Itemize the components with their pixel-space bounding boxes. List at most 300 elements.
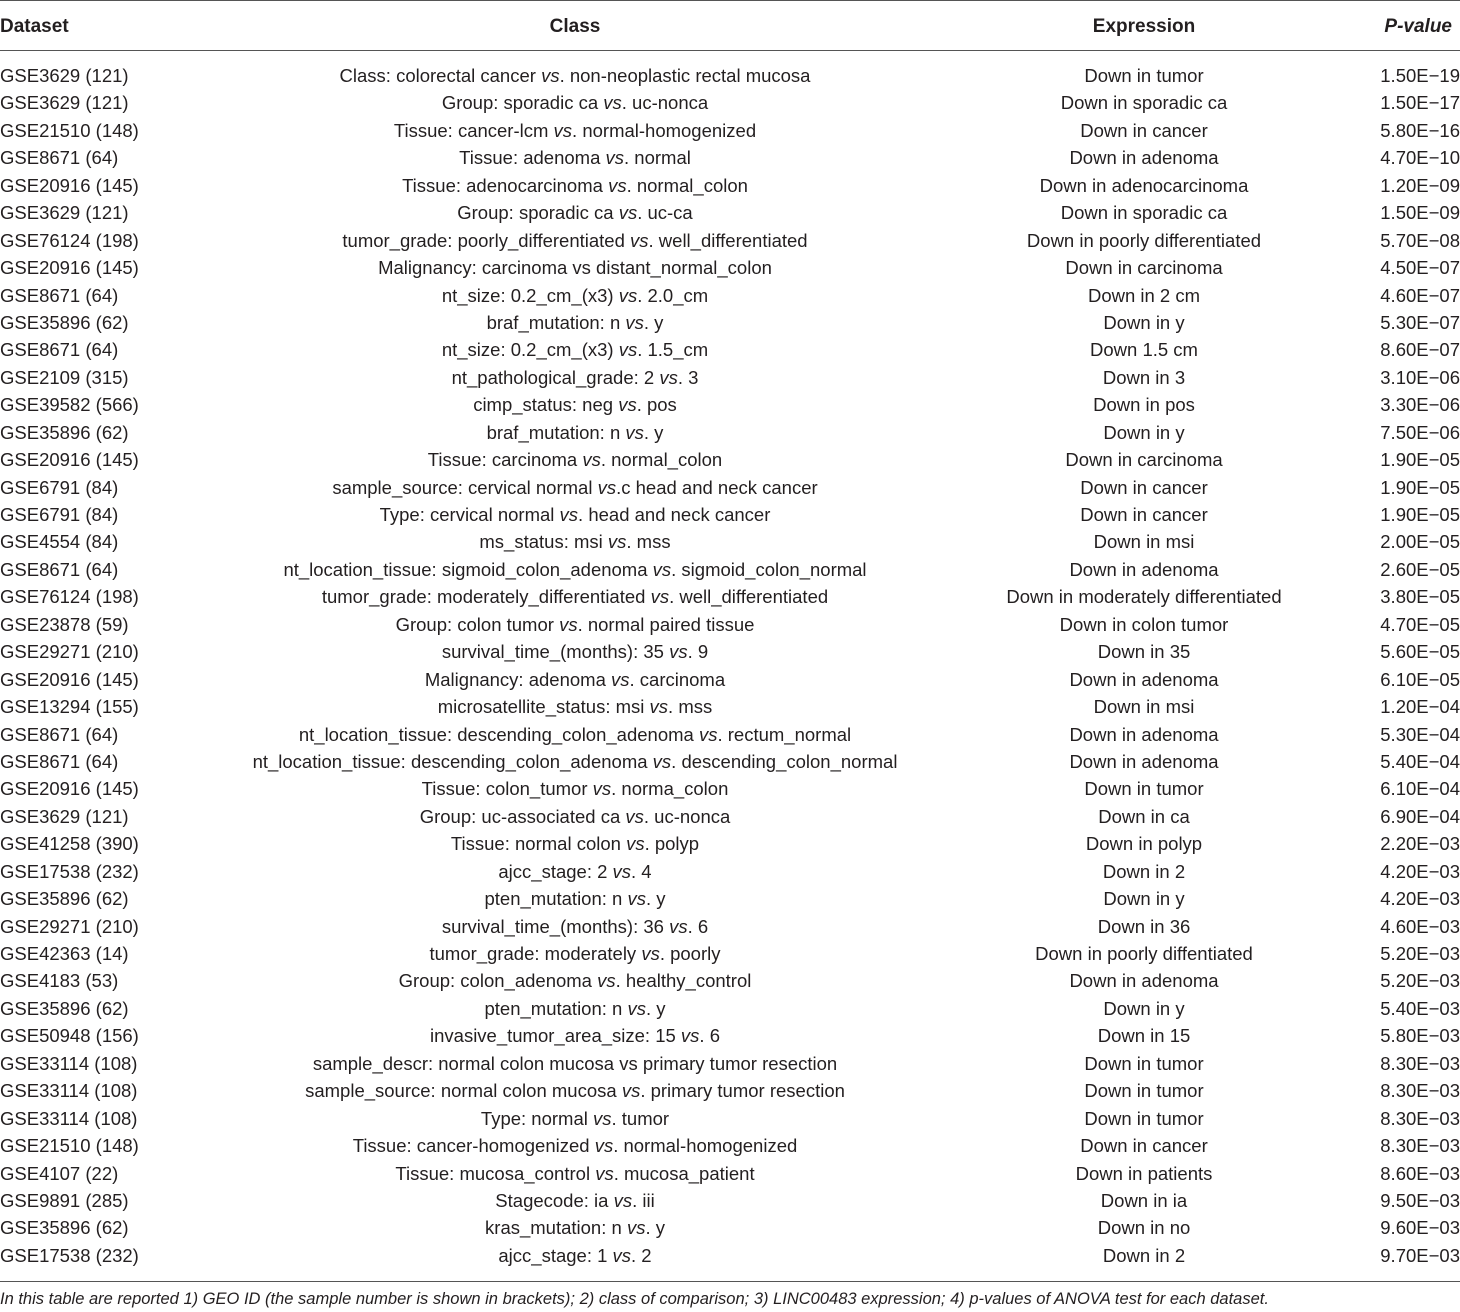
class-text: nt_location_tissue: descending_colon_adenoma <box>298 723 699 745</box>
pvalue-cell: 1.50E−17 <box>1380 92 1460 114</box>
class-text: . tumor <box>611 1107 670 1129</box>
class-text: . non-neoplastic rectal mucosa <box>559 65 811 86</box>
class-text: . mss <box>626 531 671 553</box>
expression-cell: Down in 36 <box>1097 915 1191 937</box>
class-vs-text: vs <box>669 641 688 663</box>
class-cell <box>210 62 940 89</box>
class-text: . healthy_control <box>615 970 752 992</box>
pvalue-cell: 4.20E−03 <box>1380 860 1460 882</box>
class-vs-text: vs <box>625 311 644 333</box>
class-vs-text: vs <box>605 147 625 169</box>
expression-cell: Down in polyp <box>1085 833 1203 855</box>
dataset-cell: GSE9891 (285) <box>0 1189 129 1211</box>
table-row <box>0 803 1460 830</box>
dataset-cell: GSE8671 (64) <box>0 750 119 772</box>
dataset-cell: GSE50948 (156) <box>0 1025 139 1047</box>
table-row <box>0 775 1460 802</box>
dataset-cell: GSE20916 (145) <box>0 449 139 471</box>
pvalue-cell: 4.50E−07 <box>1380 257 1460 279</box>
dataset-cell: GSE13294 (155) <box>0 696 139 718</box>
expression-cell: Down in cancer <box>1080 119 1208 141</box>
class-vs-text: vs <box>626 833 645 855</box>
table-row <box>0 501 1460 528</box>
dataset-cell: GSE33114 (108) <box>0 1052 138 1074</box>
expression-cell: Down in adenoma <box>1069 147 1219 169</box>
class-vs-text: vs <box>613 1189 633 1211</box>
expression-cell: Down in adenoma <box>1069 668 1219 690</box>
class-text: . sigmoid_colon_normal <box>671 558 867 580</box>
pvalue-cell: 2.20E−03 <box>1380 833 1460 855</box>
table-row <box>0 858 1460 885</box>
class-cell <box>210 1160 940 1187</box>
dataset-cell: GSE17538 (232) <box>0 1244 139 1266</box>
dataset-cell: GSE3629 (121) <box>0 92 129 114</box>
class-text: Tissue: adenoma <box>459 147 606 169</box>
class-vs-text: vs <box>541 65 560 86</box>
class-cell <box>210 419 940 446</box>
class-cell <box>210 830 940 857</box>
expression-cell: Down in msi <box>1093 696 1195 718</box>
class-text: cimp_status: neg <box>473 394 619 416</box>
class-cell <box>210 775 940 802</box>
pvalue-cell: 5.20E−03 <box>1380 943 1460 964</box>
table-row <box>0 721 1460 748</box>
table-row <box>0 336 1460 363</box>
expression-cell: Down in ca <box>1098 805 1190 827</box>
expression-cell: Down in 15 <box>1097 1025 1191 1047</box>
pvalue-cell: 1.90E−05 <box>1380 476 1460 498</box>
class-cell <box>210 1022 940 1049</box>
pvalue-cell: 6.10E−04 <box>1380 778 1460 800</box>
table-row <box>0 1132 1460 1159</box>
header-class: Class <box>549 16 601 37</box>
class-text: invasive_tumor_area_size: 15 <box>430 1025 681 1047</box>
class-cell <box>210 1132 940 1159</box>
expression-cell: Down in patients <box>1075 1162 1213 1184</box>
table-row <box>0 227 1460 254</box>
class-vs-text: vs <box>625 805 644 827</box>
table-row <box>0 885 1460 912</box>
expression-cell: Down in carcinoma <box>1065 449 1223 471</box>
class-text: Stagecode: ia <box>495 1189 614 1211</box>
class-text: . mucosa_patient <box>613 1162 755 1184</box>
class-text: . rectum_normal <box>717 723 852 745</box>
expression-cell: Down in 2 <box>1102 860 1186 882</box>
class-cell <box>210 885 940 912</box>
class-text: . uc-nonca <box>643 805 731 827</box>
class-cell <box>210 282 940 309</box>
expression-cell: Down in 3 <box>1102 366 1186 388</box>
class-text: Group: colon_adenoma <box>398 970 598 992</box>
pvalue-cell: 1.20E−04 <box>1380 696 1460 718</box>
class-text: ms_status: msi <box>479 531 608 553</box>
class-text: Type: cervical normal <box>379 504 560 525</box>
table-row <box>0 556 1460 583</box>
pvalue-cell: 5.20E−03 <box>1380 970 1460 992</box>
table-row <box>0 995 1460 1022</box>
expression-cell: Down in y <box>1103 421 1185 443</box>
table-row <box>0 1077 1460 1104</box>
class-cell <box>210 556 940 583</box>
expression-cell: Down in adenoma <box>1069 558 1219 580</box>
table-row <box>0 1187 1460 1214</box>
pvalue-cell: 6.10E−05 <box>1380 668 1460 690</box>
class-vs-text: vs <box>649 696 669 718</box>
class-text: Group: uc-associated ca <box>419 805 626 827</box>
pvalue-cell: 2.00E−05 <box>1380 531 1460 553</box>
table-row <box>0 967 1460 994</box>
table-row <box>0 172 1460 199</box>
class-text: Group: sporadic ca <box>441 92 604 114</box>
class-text: . well_differentiated <box>648 229 808 251</box>
class-text: Type: normal <box>480 1107 593 1129</box>
expression-cell: Down in poorly differentiated <box>1026 229 1262 251</box>
class-cell <box>210 803 940 830</box>
class-text: sample_source: cervical normal <box>332 476 598 498</box>
class-cell <box>210 967 940 994</box>
data-table <box>0 62 1460 1269</box>
table-row <box>0 446 1460 473</box>
table-row <box>0 62 1460 89</box>
class-text: ajcc_stage: 1 <box>498 1244 613 1266</box>
header-expression: Expression <box>1092 16 1196 37</box>
table-row <box>0 940 1460 967</box>
class-text: . 6 <box>699 1025 720 1047</box>
class-vs-text: vs <box>594 1135 614 1157</box>
dataset-cell: GSE8671 (64) <box>0 558 119 580</box>
table-row <box>0 1050 1460 1077</box>
class-text: Malignancy: carcinoma vs distant_normal_colon <box>378 257 772 279</box>
dataset-cell: GSE20916 (145) <box>0 174 139 196</box>
class-cell <box>210 693 940 720</box>
class-cell <box>210 638 940 665</box>
class-text: . descending_colon_normal <box>671 750 898 772</box>
expression-cell: Down in cancer <box>1080 476 1208 498</box>
table-row <box>0 1214 1460 1241</box>
table-row <box>0 89 1460 116</box>
class-vs-text: vs <box>659 366 678 388</box>
expression-cell: Down in sporadic ca <box>1060 202 1228 224</box>
pvalue-cell: 8.30E−03 <box>1380 1107 1460 1129</box>
header-rule <box>0 50 1460 51</box>
pvalue-cell: 5.70E−08 <box>1380 229 1460 251</box>
class-vs-text: vs <box>621 1080 641 1102</box>
class-text: pten_mutation: n <box>484 888 628 910</box>
header-dataset: Dataset <box>0 16 69 37</box>
class-cell <box>210 995 940 1022</box>
expression-cell: Down in 2 cm <box>1087 284 1201 306</box>
dataset-cell: GSE35896 (62) <box>0 311 129 333</box>
class-vs-text: vs <box>680 1025 700 1047</box>
class-cell <box>210 172 940 199</box>
class-text: nt_location_tissue: sigmoid_colon_adenoma <box>283 558 653 580</box>
dataset-cell: GSE20916 (145) <box>0 778 139 800</box>
class-text: Tissue: cancer-lcm <box>393 119 554 141</box>
table-row <box>0 117 1460 144</box>
class-text: survival_time_(months): 35 <box>441 641 670 663</box>
dataset-cell: GSE3629 (121) <box>0 805 129 827</box>
pvalue-cell: 5.30E−07 <box>1380 311 1460 333</box>
class-cell <box>210 748 940 775</box>
dataset-cell: GSE8671 (64) <box>0 339 119 361</box>
dataset-cell: GSE35896 (62) <box>0 888 129 910</box>
class-vs-text: vs <box>559 613 578 635</box>
class-text: survival_time_(months): 36 <box>441 915 670 937</box>
class-text: . normal <box>624 147 691 169</box>
dataset-cell: GSE33114 (108) <box>0 1107 138 1129</box>
dataset-cell: GSE3629 (121) <box>0 65 129 86</box>
pvalue-cell: 9.50E−03 <box>1380 1189 1460 1211</box>
expression-cell: Down in y <box>1103 311 1185 333</box>
class-text: sample_descr: normal colon mucosa vs primary tumor resection <box>312 1052 838 1074</box>
class-text: nt_size: 0.2_cm_(x3) <box>441 284 619 306</box>
expression-cell: Down in colon tumor <box>1059 613 1229 635</box>
expression-cell: Down in tumor <box>1084 1107 1204 1129</box>
class-cell <box>210 89 940 116</box>
table-body <box>0 62 1460 1269</box>
pvalue-cell: 1.50E−19 <box>1380 65 1460 86</box>
table-row <box>0 391 1460 418</box>
expression-cell: Down in cancer <box>1080 504 1208 525</box>
class-vs-text: vs <box>608 174 627 196</box>
class-text: braf_mutation: n <box>486 421 626 443</box>
class-text: . polyp <box>644 833 700 855</box>
class-text: . y <box>645 888 666 910</box>
pvalue-cell: 1.90E−05 <box>1380 449 1460 471</box>
class-text: . 4 <box>631 860 652 882</box>
class-cell <box>210 501 940 528</box>
class-vs-text: vs <box>650 586 670 608</box>
class-cell <box>210 1105 940 1132</box>
expression-cell: Down in moderately differentiated <box>1006 586 1282 608</box>
dataset-cell: GSE21510 (148) <box>0 1135 139 1157</box>
expression-cell: Down in adenoma <box>1069 750 1219 772</box>
class-text: . y <box>645 1217 665 1239</box>
class-text: pten_mutation: n <box>484 997 628 1019</box>
expression-cell: Down in 2 <box>1102 1244 1186 1266</box>
class-vs-text: vs <box>595 1162 614 1184</box>
class-text: Group: sporadic ca <box>457 202 619 224</box>
pvalue-cell: 5.40E−03 <box>1380 997 1460 1019</box>
expression-cell: Down in tumor <box>1084 1080 1204 1102</box>
class-text: sample_source: normal colon mucosa <box>305 1080 622 1102</box>
class-text: Malignancy: adenoma <box>424 668 611 690</box>
class-cell <box>210 336 940 363</box>
pvalue-cell: 4.60E−03 <box>1380 915 1460 937</box>
table-row <box>0 1242 1460 1269</box>
class-vs-text: vs <box>592 778 612 800</box>
dataset-cell: GSE35896 (62) <box>0 421 129 443</box>
class-text: nt_size: 0.2_cm_(x3) <box>441 339 619 361</box>
class-text: Tissue: mucosa_control <box>395 1162 596 1184</box>
class-vs-text: vs <box>553 119 573 141</box>
class-text: . poorly <box>659 943 721 964</box>
header-pvalue: P-value <box>1384 16 1452 37</box>
pvalue-cell: 5.80E−03 <box>1380 1025 1460 1047</box>
expression-cell: Down in y <box>1103 888 1185 910</box>
table-row <box>0 528 1460 555</box>
class-vs-text: vs <box>626 1217 646 1239</box>
class-text: . uc-nonca <box>621 92 709 114</box>
table-row <box>0 474 1460 501</box>
class-text: Tissue: adenocarcinoma <box>402 174 609 196</box>
pvalue-cell: 8.60E−03 <box>1380 1162 1460 1184</box>
class-text: . well_differentiated <box>669 586 829 608</box>
class-cell <box>210 1187 940 1214</box>
class-cell <box>210 1214 940 1241</box>
class-vs-text: vs <box>603 92 622 114</box>
expression-cell: Down in pos <box>1093 394 1195 416</box>
expression-cell: Down in ia <box>1100 1189 1188 1211</box>
class-text: . head and neck cancer <box>578 504 771 525</box>
class-cell <box>210 309 940 336</box>
table-row <box>0 693 1460 720</box>
class-cell <box>210 528 940 555</box>
class-text: . 6 <box>687 915 709 937</box>
expression-cell: Down in carcinoma <box>1065 257 1223 279</box>
class-vs-text: vs <box>625 421 644 443</box>
class-vs-text: vs <box>627 888 646 910</box>
pvalue-cell: 5.80E−16 <box>1380 119 1460 141</box>
class-vs-text: vs <box>618 339 638 361</box>
dataset-cell: GSE8671 (64) <box>0 723 119 745</box>
class-text: . 3 <box>677 366 699 388</box>
class-text: microsatellite_status: msi <box>437 696 650 718</box>
class-vs-text: vs <box>652 558 672 580</box>
table-row <box>0 913 1460 940</box>
class-vs-text: vs <box>698 723 718 745</box>
table-row <box>0 611 1460 638</box>
expression-cell: Down in tumor <box>1084 1052 1204 1074</box>
expression-cell: Down in msi <box>1093 531 1195 553</box>
pvalue-cell: 4.70E−05 <box>1380 613 1460 635</box>
pvalue-cell: 5.40E−04 <box>1380 750 1460 772</box>
class-vs-text: vs <box>597 476 617 498</box>
class-cell <box>210 1050 940 1077</box>
expression-cell: Down in adenoma <box>1069 970 1219 992</box>
pvalue-cell: 2.60E−05 <box>1380 558 1460 580</box>
class-vs-text: vs <box>559 504 579 525</box>
class-text: Tissue: carcinoma <box>427 449 583 471</box>
pvalue-cell: 3.30E−06 <box>1380 394 1460 416</box>
class-text: nt_pathological_grade: 2 <box>451 366 660 388</box>
table-row <box>0 282 1460 309</box>
class-cell <box>210 913 940 940</box>
class-text: Tissue: normal colon <box>450 833 627 855</box>
class-text: tumor_grade: moderately_differentiated <box>321 586 651 608</box>
table-row <box>0 364 1460 391</box>
pvalue-cell: 1.20E−09 <box>1380 174 1460 196</box>
class-text: . 2.0_cm <box>637 284 709 306</box>
class-cell <box>210 611 940 638</box>
class-cell <box>210 474 940 501</box>
class-text: Group: colon tumor <box>395 613 560 635</box>
class-text: . normal_colon <box>600 449 723 471</box>
dataset-cell: GSE6791 (84) <box>0 504 119 525</box>
dataset-cell: GSE8671 (64) <box>0 147 119 169</box>
table-row <box>0 144 1460 171</box>
dataset-cell: GSE29271 (210) <box>0 641 139 663</box>
table-row <box>0 1022 1460 1049</box>
expression-cell: Down in y <box>1103 997 1185 1019</box>
class-cell <box>210 391 940 418</box>
expression-cell: Down in sporadic ca <box>1060 92 1228 114</box>
class-text: Tissue: colon_tumor <box>421 778 593 800</box>
dataset-cell: GSE39582 (566) <box>0 394 139 416</box>
bottom-rule <box>0 1281 1460 1282</box>
dataset-cell: GSE76124 (198) <box>0 586 139 608</box>
class-text: . carcinoma <box>629 668 726 690</box>
expression-cell: Down in adenoma <box>1069 723 1219 745</box>
class-cell <box>210 858 940 885</box>
class-text: tumor_grade: moderately <box>429 943 642 964</box>
class-cell <box>210 446 940 473</box>
table-row <box>0 748 1460 775</box>
class-text: . mss <box>668 696 713 718</box>
class-text: ajcc_stage: 2 <box>498 860 613 882</box>
pvalue-cell: 4.60E−07 <box>1380 284 1460 306</box>
class-vs-text: vs <box>582 449 601 471</box>
class-cell <box>210 117 940 144</box>
pvalue-cell: 4.70E−10 <box>1380 147 1460 169</box>
pvalue-cell: 9.60E−03 <box>1380 1217 1460 1239</box>
expression-cell: Down in tumor <box>1084 778 1204 800</box>
expression-cell: Down in poorly diffentiated <box>1035 943 1253 964</box>
dataset-cell: GSE35896 (62) <box>0 997 129 1019</box>
table-row <box>0 830 1460 857</box>
class-cell <box>210 666 940 693</box>
class-text: . y <box>645 997 666 1019</box>
class-text: . y <box>643 311 664 333</box>
class-vs-text: vs <box>612 860 632 882</box>
class-cell <box>210 364 940 391</box>
table-row <box>0 199 1460 226</box>
pvalue-cell: 5.60E−05 <box>1380 641 1460 663</box>
dataset-cell: GSE20916 (145) <box>0 668 139 690</box>
dataset-cell: GSE4107 (22) <box>0 1162 119 1184</box>
table-row <box>0 666 1460 693</box>
pvalue-cell: 3.10E−06 <box>1380 366 1460 388</box>
pvalue-cell: 3.80E−05 <box>1380 586 1460 608</box>
class-vs-text: vs <box>593 1107 612 1129</box>
class-text: nt_location_tissue: descending_colon_adenoma <box>252 750 653 772</box>
expression-cell: Down 1.5 cm <box>1090 339 1198 361</box>
class-text: . 9 <box>687 641 709 663</box>
table-row <box>0 309 1460 336</box>
class-text: . normal-homogenized <box>613 1135 798 1157</box>
class-vs-text: vs <box>641 943 660 964</box>
dataset-cell: GSE29271 (210) <box>0 915 139 937</box>
table-footnote: In this table are reported 1) GEO ID (the sample number is shown in brackets); 2) class of comparison; 3) LINC00483 expression; 4) p-values of ANOVA test for each dataset. <box>0 1290 1269 1308</box>
pvalue-cell: 7.50E−06 <box>1380 421 1460 443</box>
class-cell <box>210 199 940 226</box>
class-text: . 2 <box>631 1244 652 1266</box>
dataset-cell: GSE17538 (232) <box>0 860 139 882</box>
class-cell <box>210 254 940 281</box>
class-text: kras_mutation: n <box>485 1217 627 1239</box>
class-vs-text: vs <box>597 970 616 992</box>
dataset-cell: GSE3629 (121) <box>0 202 129 224</box>
class-vs-text: vs <box>618 202 638 224</box>
expression-cell: Down in no <box>1097 1217 1191 1239</box>
table-row <box>0 1105 1460 1132</box>
class-text: . normal_colon <box>626 174 748 196</box>
class-text: . norma_colon <box>611 778 729 800</box>
dataset-cell: GSE4554 (84) <box>0 531 119 553</box>
class-cell <box>210 1242 940 1269</box>
pvalue-cell: 8.60E−07 <box>1380 339 1460 361</box>
dataset-cell: GSE4183 (53) <box>0 970 119 992</box>
